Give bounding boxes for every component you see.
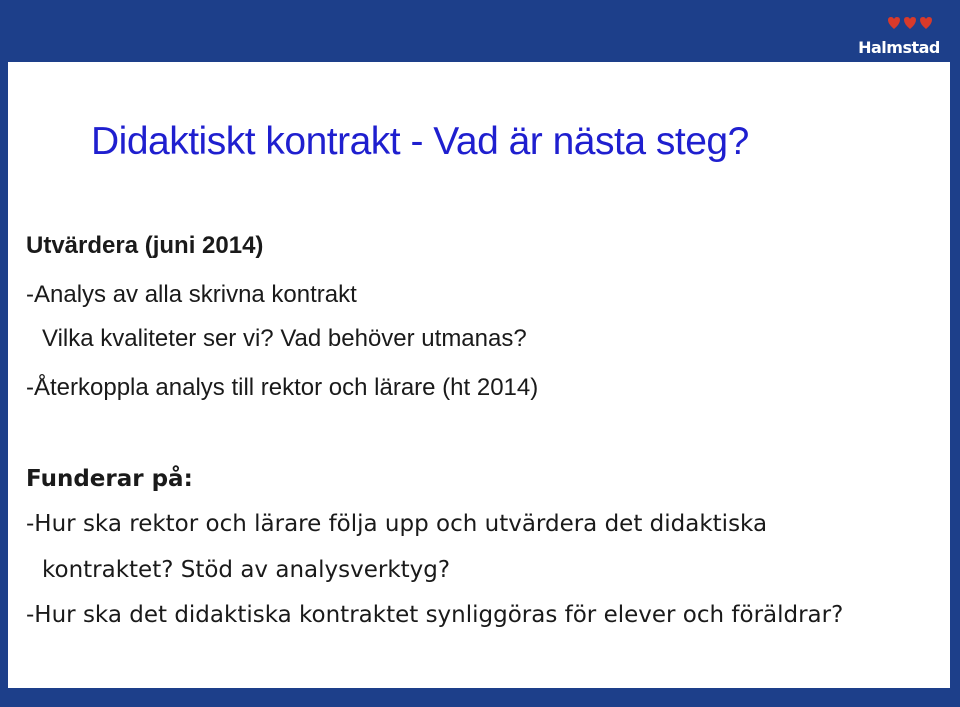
bullet-qualities: Vilka kvaliteter ser vi? Vad behöver utmanas? (42, 325, 527, 352)
section-heading-evaluate: Utvärdera (juni 2014) (26, 232, 264, 259)
section-heading-considering: Funderar på: (26, 466, 193, 492)
bullet-feedback: -Återkoppla analys till rektor och lärare (ht 2014) (26, 374, 539, 401)
halmstad-logo (858, 14, 940, 58)
bullet-visibility: -Hur ska det didaktiska kontraktet synliggöras för elever och föräldrar? (26, 602, 844, 628)
bullet-follow-up: -Hur ska rektor och lärare följa upp och utvärdera det didaktiska (26, 511, 768, 537)
bullet-analysis: -Analys av alla skrivna kontrakt (26, 281, 357, 308)
hearts-icon (886, 16, 936, 34)
logo-text: Halmstad (858, 38, 940, 57)
bullet-follow-up-cont: kontraktet? Stöd av analysverktyg? (42, 557, 451, 583)
slide-title: Didaktiskt kontrakt - Vad är nästa steg? (91, 120, 749, 163)
